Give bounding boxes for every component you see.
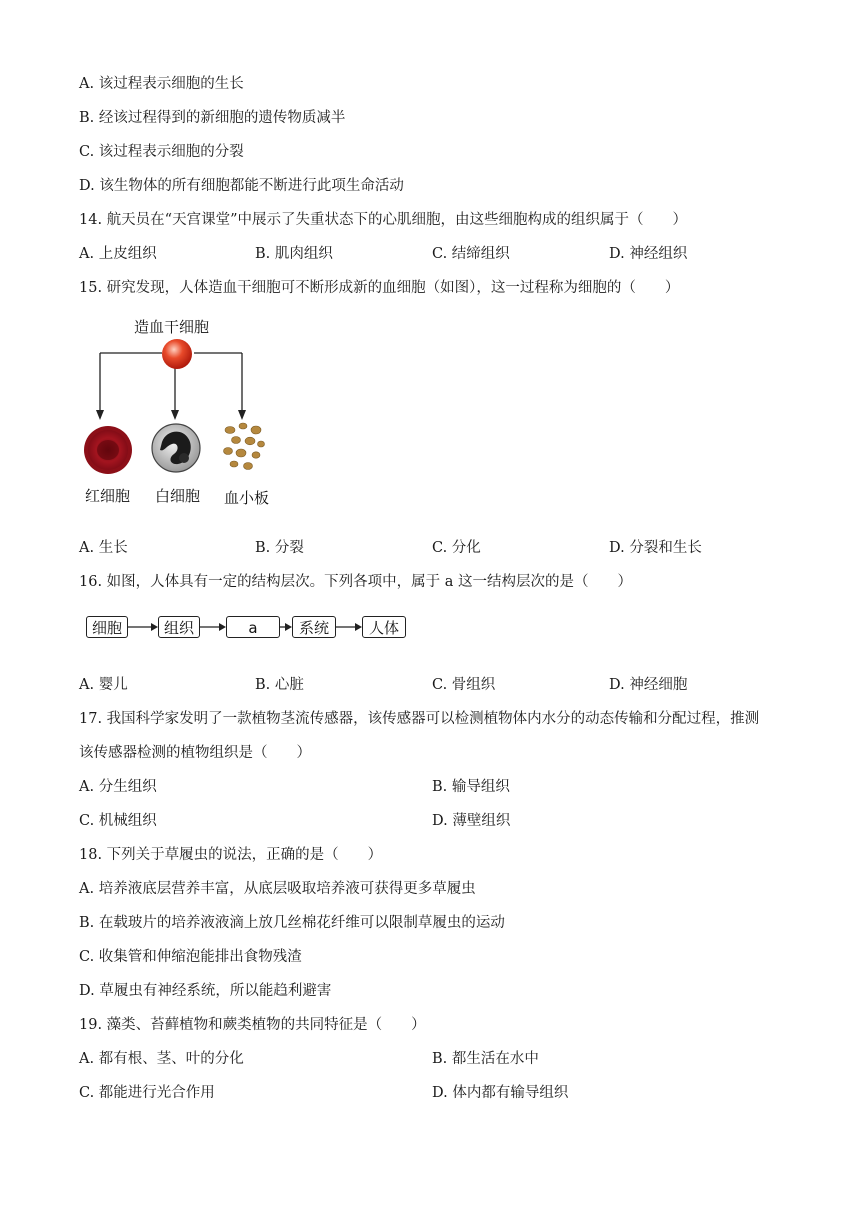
- q14-option-b: B. 肌肉组织: [255, 246, 333, 262]
- q17-stem-line2: 该传感器检测的植物组织是（ ）: [79, 745, 311, 761]
- red-blood-cell-icon: [84, 426, 132, 474]
- q14-stem: 14. 航天员在“天宫课堂”中展示了失重状态下的心肌细胞，由这些细胞构成的组织属于（ ）: [79, 212, 687, 228]
- q15-option-b: B. 分裂: [255, 540, 304, 556]
- arrow-icon: [285, 623, 292, 631]
- figure-label-rbc: 红细胞: [85, 487, 131, 505]
- q17-options-row2: [79, 812, 819, 830]
- platelets-icon: [224, 423, 265, 470]
- q17-options-row1: [79, 778, 819, 796]
- q16-option-d: D. 神经细胞: [609, 677, 688, 693]
- q14-option-c: C. 结缔组织: [432, 246, 510, 262]
- q17-stem-line1: 17. 我国科学家发明了一款植物茎流传感器，该传感器可以检测植物体内水分的动态传输和分配过程，推测: [79, 711, 760, 727]
- flow-box-tissue: 组织: [158, 616, 200, 638]
- q14-options: [79, 245, 819, 263]
- q19-options-row1: [79, 1050, 819, 1068]
- white-blood-cell-icon: [152, 424, 200, 472]
- arrow-icon: [151, 623, 158, 631]
- q17-option-c: C. 机械组织: [79, 813, 157, 829]
- flow-box-human: 人体: [362, 616, 406, 638]
- figure-label-platelet: 血小板: [224, 489, 270, 507]
- q19-option-b: B. 都生活在水中: [432, 1051, 539, 1067]
- q18-option-a: A. 培养液底层营养丰富，从底层吸取培养液可获得更多草履虫: [79, 881, 476, 897]
- q15-stem: 15. 研究发现，人体造血干细胞可不断形成新的血细胞（如图），这一过程称为细胞的（ ）: [79, 280, 680, 296]
- arrow-icon: [355, 623, 362, 631]
- q16-option-c: C. 骨组织: [432, 677, 496, 693]
- flow-box-cell: 细胞: [86, 616, 128, 638]
- flow-box-a: a: [226, 616, 280, 638]
- q15-option-a: A. 生长: [79, 540, 128, 556]
- q16-options: [79, 676, 819, 694]
- q16-option-b: B. 心脏: [255, 677, 304, 693]
- q13-option-a: A. 该过程表示细胞的生长: [79, 76, 244, 92]
- q18-option-d: D. 草履虫有神经系统，所以能趋利避害: [79, 983, 332, 999]
- q17-option-a: A. 分生组织: [79, 779, 157, 795]
- q18-option-b: B. 在载玻片的培养液液滴上放几丝棉花纤维可以限制草履虫的运动: [79, 915, 505, 931]
- q14-option-d: D. 神经组织: [609, 246, 688, 262]
- q13-option-c: C. 该过程表示细胞的分裂: [79, 144, 244, 160]
- stem-cell-icon: [162, 339, 192, 369]
- q15-options: [79, 539, 819, 557]
- figure-label-wbc: 白细胞: [155, 487, 201, 505]
- q13-option-d: D. 该生物体的所有细胞都能不断进行此项生命活动: [79, 178, 404, 194]
- q16-stem: 16. 如图，人体具有一定的结构层次。下列各项中，属于 a 这一结构层次的是（ ）: [79, 574, 633, 590]
- q16-flow-diagram: [86, 616, 416, 642]
- q17-option-d: D. 薄壁组织: [432, 813, 511, 829]
- q19-option-d: D. 体内都有输导组织: [432, 1085, 569, 1101]
- q15-figure: [78, 312, 298, 512]
- q18-stem: 18. 下列关于草履虫的说法，正确的是（ ）: [79, 847, 383, 863]
- q19-stem: 19. 藻类、苔藓植物和蕨类植物的共同特征是（ ）: [79, 1017, 426, 1033]
- blood-cell-diagram: [78, 312, 298, 512]
- q19-option-a: A. 都有根、茎、叶的分化: [79, 1051, 244, 1067]
- arrow-icon: [219, 623, 226, 631]
- figure-label-stem-cell: 造血干细胞: [134, 318, 210, 336]
- q19-option-c: C. 都能进行光合作用: [79, 1085, 215, 1101]
- q17-option-b: B. 输导组织: [432, 779, 510, 795]
- q15-option-c: C. 分化: [432, 540, 481, 556]
- q13-option-b: B. 经该过程得到的新细胞的遗传物质减半: [79, 110, 346, 126]
- q19-options-row2: [79, 1084, 819, 1102]
- flow-box-system: 系统: [292, 616, 336, 638]
- q16-option-a: A. 婴儿: [79, 677, 128, 693]
- q18-option-c: C. 收集管和伸缩泡能排出食物残渣: [79, 949, 302, 965]
- q15-option-d: D. 分裂和生长: [609, 540, 702, 556]
- q14-option-a: A. 上皮组织: [79, 246, 157, 262]
